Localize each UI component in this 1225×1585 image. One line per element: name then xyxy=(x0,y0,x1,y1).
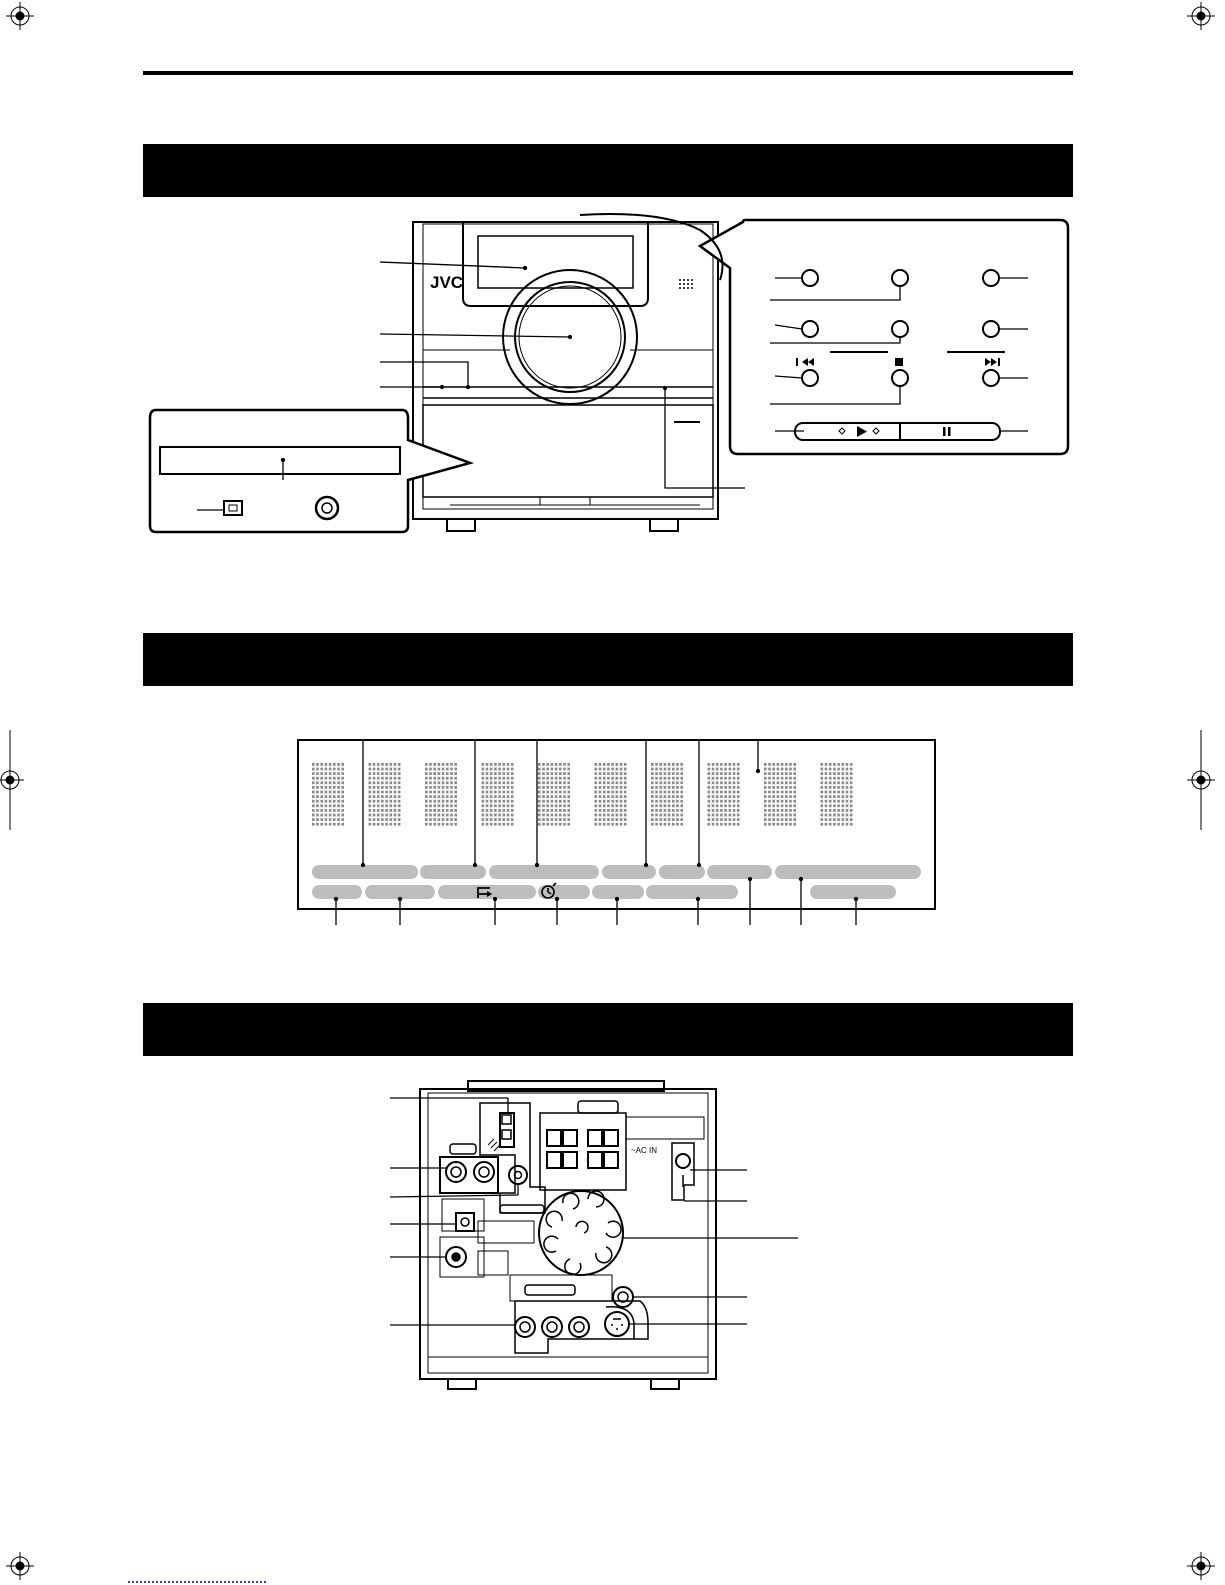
indicator-segment xyxy=(707,865,772,879)
disc-slot-inset xyxy=(150,410,470,532)
left-foot xyxy=(447,519,475,531)
rear-panel-diagram xyxy=(380,1075,810,1395)
dot-matrix-character xyxy=(538,763,570,826)
right-foot xyxy=(650,519,678,531)
dot-matrix-character xyxy=(425,763,457,826)
dot-matrix-character xyxy=(708,763,740,826)
disc-tray-door xyxy=(423,405,713,497)
front-panel-diagram xyxy=(140,210,1080,550)
rear-body xyxy=(420,1089,716,1379)
indicator-segment xyxy=(659,865,705,879)
component-y-jack xyxy=(515,1317,535,1337)
dot-matrix-area xyxy=(312,763,853,826)
rear-left-foot xyxy=(448,1379,476,1389)
indicator-row-1 xyxy=(312,865,921,879)
display-screen xyxy=(478,236,633,288)
aux-in-r-jack xyxy=(474,1162,494,1182)
component-pb-jack xyxy=(542,1317,562,1337)
component-pr-jack xyxy=(569,1317,589,1337)
indicator-segment xyxy=(312,865,418,879)
video-out-jack xyxy=(613,1287,633,1307)
stop-icon xyxy=(895,358,903,366)
optical-out-jack xyxy=(456,1213,474,1231)
subwoofer-out-jack xyxy=(509,1166,527,1184)
ir-sensor-grille xyxy=(679,279,693,289)
ac-inlet-frame xyxy=(672,1143,694,1200)
rear-callout-leaders xyxy=(390,1098,798,1325)
brand-logo: JVC xyxy=(430,273,464,292)
rewind-icon-bar xyxy=(796,358,798,366)
pause-icon xyxy=(943,427,946,436)
button-panel-inset xyxy=(700,220,1068,454)
dot-matrix-character xyxy=(312,763,344,826)
unit-body xyxy=(413,222,718,519)
ac-in-label: ~AC IN xyxy=(631,1146,658,1155)
dot-matrix-character xyxy=(764,763,796,826)
ac-inlet xyxy=(676,1154,690,1168)
indicator-segment xyxy=(602,865,656,879)
s-video-jack xyxy=(605,1312,629,1336)
cooling-fan xyxy=(539,1191,623,1275)
rear-right-foot xyxy=(651,1379,679,1389)
dot-matrix-character xyxy=(369,763,401,826)
indicator-segment xyxy=(646,885,738,899)
indicator-segment xyxy=(489,865,599,879)
indicator-segment xyxy=(810,885,896,899)
display-diagram xyxy=(290,730,950,930)
indicator-segment xyxy=(312,885,362,899)
indicator-segment xyxy=(420,865,486,879)
dot-matrix-character xyxy=(651,763,683,826)
aux-in-l-jack xyxy=(446,1162,466,1182)
dot-matrix-character xyxy=(482,763,514,826)
dot-matrix-character xyxy=(595,763,627,826)
speaker-terminals xyxy=(547,1130,618,1168)
indicator-segment xyxy=(775,865,921,879)
dot-matrix-character xyxy=(821,763,853,826)
indicator-segment xyxy=(592,885,644,899)
